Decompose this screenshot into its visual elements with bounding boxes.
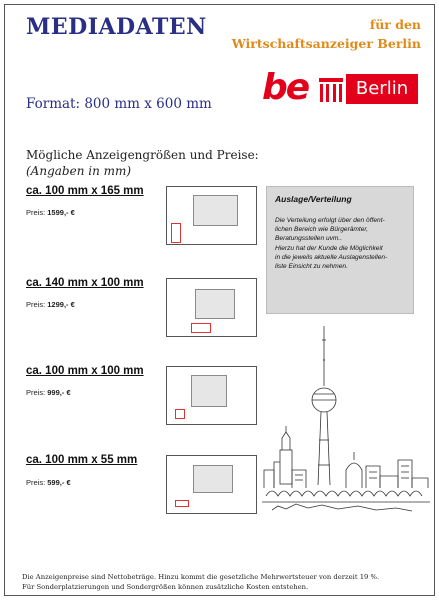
ad-position-marker: [175, 500, 189, 507]
ad-size-title: ca. 140 mm x 100 mm: [26, 277, 144, 289]
berlin-skyline-illustration: [262, 320, 432, 520]
header-subtitle: [232, 15, 421, 53]
ad-price: [26, 208, 75, 217]
brandenburg-gate-icon: [318, 76, 344, 104]
info-box-title: Auslage/Verteilung: [275, 194, 352, 204]
ad-preview-thumbnail: [166, 366, 257, 425]
ad-preview-thumbnail: [166, 455, 257, 514]
info-line: Beratungsstellen uvm..: [275, 235, 343, 243]
ad-preview-thumbnail: [166, 186, 257, 245]
info-line: Die Verteilung erfolgt über den öffent-: [275, 217, 385, 224]
sizes-heading: [26, 147, 259, 179]
price-value: 1299,- €: [47, 300, 75, 309]
ad-size-title: ca. 100 mm x 100 mm: [26, 365, 144, 377]
distribution-info-box: [266, 186, 414, 314]
be-berlin-logo: [262, 67, 418, 110]
ad-position-marker: [175, 409, 185, 419]
sizes-heading-line: Mögliche Anzeigengrößen und Preise:: [26, 148, 259, 162]
price-label: Preis:: [26, 208, 46, 217]
ad-size-title: ca. 100 mm x 55 mm: [26, 454, 138, 466]
ad-preview-area: [193, 195, 238, 226]
info-line: in die jeweils aktuelle Auslagenstellen-: [275, 253, 388, 261]
price-label: Preis:: [26, 478, 46, 487]
sizes-heading-unit: (Angaben in mm): [26, 164, 132, 178]
ad-price: [26, 388, 71, 397]
info-line: liste Einsicht zu nehmen.: [275, 263, 348, 271]
ad-preview-area: [193, 465, 233, 493]
footer-notes: [22, 572, 422, 592]
logo-berlin-box: Berlin: [346, 74, 418, 104]
ad-preview-area: [191, 375, 227, 407]
subtitle-line-2: Wirtschaftsanzeiger Berlin: [231, 36, 421, 51]
ad-position-marker: [171, 223, 181, 243]
ad-preview-area: [195, 289, 235, 319]
price-value: 999,- €: [47, 388, 71, 397]
price-label: Preis:: [26, 388, 46, 397]
format-text: Format: 800 mm x 600 mm: [26, 96, 212, 112]
ad-price: [26, 478, 71, 487]
price-value: 1599,- €: [47, 208, 75, 217]
ad-size-title: ca. 100 mm x 165 mm: [26, 185, 144, 197]
price-label: Preis:: [26, 300, 46, 309]
info-box-text: [275, 216, 405, 271]
ad-preview-thumbnail: [166, 278, 257, 337]
subtitle-line-1: für den: [369, 17, 421, 32]
ad-price: [26, 300, 75, 309]
footer-line: Die Anzeigenpreise sind Nettobeträge. Hinzu kommt die gesetzliche Mehrwertsteuer von derzeit 19 %.: [22, 573, 380, 581]
logo-be-text: be: [262, 67, 309, 108]
page-title: MEDIADATEN: [26, 14, 207, 40]
info-line: lichen Bereich wie Bürgerämter,: [275, 226, 369, 234]
ad-position-marker: [191, 323, 211, 333]
footer-line: Für Sonderplatzierungen und Sondergrößen können zusätzliche Kosten entstehen.: [22, 583, 309, 591]
info-line: Hierzu hat der Kunde die Möglichkeit: [275, 244, 383, 252]
price-value: 599,- €: [47, 478, 71, 487]
